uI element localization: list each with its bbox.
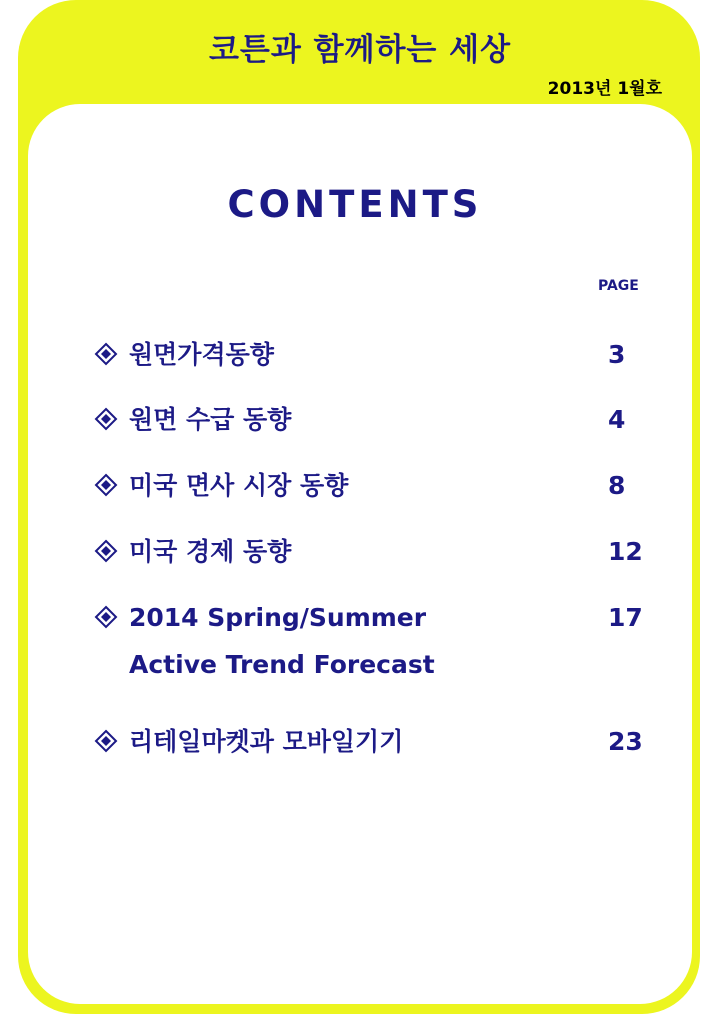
- toc-item-title: 원면 수급 동향: [129, 405, 292, 434]
- diamond-bullet-icon: [94, 727, 120, 757]
- contents-heading: CONTENTS: [227, 183, 483, 226]
- issue-date: 2013년 1월호: [547, 79, 662, 99]
- toc-item-page: 8: [608, 471, 626, 500]
- toc-item-page: 3: [608, 340, 626, 369]
- toc-item-title: 원면가격동향: [129, 340, 274, 369]
- toc-item-title: 미국 면사 시장 동향: [129, 471, 349, 500]
- toc-item-page: 23: [608, 727, 643, 756]
- diamond-bullet-icon: [94, 405, 120, 435]
- diamond-bullet-icon: [94, 340, 120, 370]
- newsletter-title: 코튼과 함께하는 세상: [208, 32, 512, 68]
- toc-item-title: 미국 경제 동향: [129, 537, 292, 566]
- diamond-bullet-icon: [94, 471, 120, 501]
- toc-item-page: 12: [608, 537, 643, 566]
- page-column-label: PAGE: [598, 278, 639, 294]
- diamond-bullet-icon: [94, 537, 120, 567]
- diamond-bullet-icon: [94, 603, 120, 633]
- toc-item-title: 2014 Spring/Summer Active Trend Forecast: [129, 603, 435, 679]
- toc-item-page: 4: [608, 405, 626, 434]
- toc-item-title: 리테일마켓과 모바일기기: [129, 727, 404, 756]
- toc-item-page: 17: [608, 603, 643, 632]
